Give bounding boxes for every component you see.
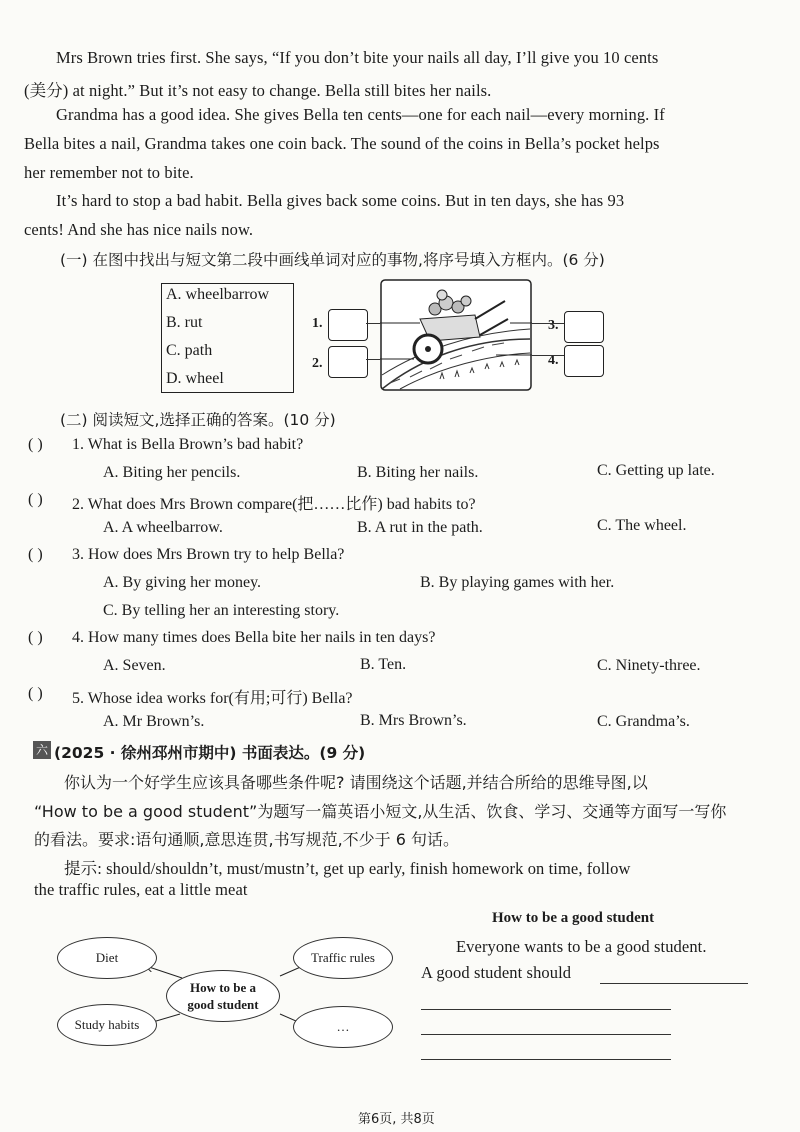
hint-line: the traffic rules, eat a little meat: [34, 880, 248, 899]
writing-line[interactable]: [421, 1034, 671, 1035]
hint-line: 提示: should/shouldn’t, must/mustn’t, get up early, finish homework on time, follow: [64, 859, 631, 878]
option-2c: C. The wheel.: [597, 517, 687, 534]
section6-desc: 你认为一个好学生应该具备哪些条件呢? 请围绕这个话题,并结合所给的思维导图,以: [64, 773, 648, 792]
word-option-d: D. wheel: [166, 370, 224, 387]
mindmap-more-label: …: [336, 1019, 350, 1034]
question-1: 1. What is Bella Brown’s bad habit?: [72, 436, 304, 453]
option-3b: B. By playing games with her.: [420, 574, 615, 591]
option-5c: C. Grandma’s.: [597, 713, 690, 730]
essay-title: How to be a good student: [492, 910, 655, 926]
section-badge: 六: [33, 741, 51, 759]
connector-4: [532, 355, 564, 356]
passage-line: cents! And she has nice nails now.: [24, 220, 254, 239]
option-1b: B. Biting her nails.: [357, 464, 479, 481]
section6-desc: 的看法。要求:语句通顺,意思连贯,书写规范,不少于 6 句话。: [34, 830, 460, 849]
part1-instruction: (一) 在图中找出与短文第二段中画线单词对应的事物,将序号填入方框内。(6 分): [60, 251, 605, 269]
option-1c: C. Getting up late.: [597, 462, 715, 479]
label-1: 1.: [312, 316, 323, 331]
writing-line[interactable]: [421, 1059, 671, 1060]
mindmap-center-label: How to be a good student: [187, 980, 259, 1012]
mindmap-diet-label: Diet: [95, 950, 119, 965]
answer-paren-2[interactable]: ( ): [28, 491, 43, 508]
answer-paren-5[interactable]: ( ): [28, 685, 43, 702]
word-list-box: [161, 283, 294, 393]
option-2b: B. A rut in the path.: [357, 519, 483, 536]
option-1a: A. Biting her pencils.: [103, 464, 241, 481]
word-option-a: A. wheelbarrow: [166, 286, 270, 303]
page-number: 第6页, 共8页: [358, 1112, 435, 1127]
mindmap-center: [166, 970, 280, 1022]
answer-box-4[interactable]: [564, 345, 604, 377]
passage-line: Grandma has a good idea. She gives Bella ten cents—one for each nail—every morning. If: [56, 105, 665, 124]
label-4: 4.: [548, 353, 559, 368]
answer-box-3[interactable]: [564, 311, 604, 343]
passage-line: (美分) at night.” But it’s not easy to change. Bella still bites her nails.: [24, 81, 492, 100]
label-3: 3.: [548, 318, 559, 333]
option-4c: C. Ninety-three.: [597, 657, 701, 674]
word-option-b: B. rut: [166, 314, 203, 331]
connector-3: [532, 323, 564, 324]
option-5a: A. Mr Brown’s.: [103, 713, 205, 730]
mindmap-diet: [57, 937, 157, 979]
question-2: 2. What does Mrs Brown compare(把……比作) bad habits to?: [72, 496, 476, 513]
option-5b: B. Mrs Brown’s.: [360, 712, 467, 729]
section6-desc: “How to be a good student”为题写一篇英语小短文,从生活、饮食、学习、交通等方面写一写你: [34, 802, 727, 821]
answer-box-1[interactable]: [328, 309, 368, 341]
option-4b: B. Ten.: [360, 656, 407, 673]
essay-line-2: A good student should: [421, 963, 572, 982]
passage-line: Mrs Brown tries first. She says, “If you don’t bite your nails all day, I’ll give you 10 cents: [56, 48, 659, 67]
option-3a: A. By giving her money.: [103, 574, 262, 591]
section6-heading: (2025 · 徐州邳州市期中) 书面表达。(9 分): [54, 744, 366, 762]
answer-paren-3[interactable]: ( ): [28, 546, 43, 563]
passage-line: her remember not to bite.: [24, 163, 194, 182]
mindmap-more: [293, 1006, 393, 1048]
mindmap-traffic: [293, 937, 393, 979]
question-3: 3. How does Mrs Brown try to help Bella?: [72, 546, 345, 563]
mindmap-traffic-label: Traffic rules: [311, 950, 375, 965]
option-3c: C. By telling her an interesting story.: [103, 602, 340, 619]
passage-line: Bella bites a nail, Grandma takes one coin back. The sound of the coins in Bella’s pocket helps: [24, 134, 660, 153]
question-4: 4. How many times does Bella bite her nails in ten days?: [72, 629, 436, 646]
connector-2: [366, 359, 380, 360]
label-2: 2.: [312, 356, 323, 371]
word-option-c: C. path: [166, 342, 213, 359]
wheelbarrow-picture: [380, 279, 532, 391]
question-5: 5. Whose idea works for(有用;可行) Bella?: [72, 690, 353, 707]
mindmap-study-label: Study habits: [74, 1017, 140, 1032]
essay-line-1: Everyone wants to be a good student.: [456, 937, 707, 956]
option-2a: A. A wheelbarrow.: [103, 519, 223, 536]
option-4a: A. Seven.: [103, 657, 166, 674]
answer-box-2[interactable]: [328, 346, 368, 378]
passage-line: It’s hard to stop a bad habit. Bella gives back some coins. But in ten days, she has 93: [56, 191, 625, 210]
answer-paren-4[interactable]: ( ): [28, 629, 43, 646]
connector-1: [366, 323, 380, 324]
writing-line[interactable]: [421, 1009, 671, 1010]
part2-instruction: (二) 阅读短文,选择正确的答案。(10 分): [60, 411, 336, 429]
answer-paren-1[interactable]: ( ): [28, 436, 43, 453]
writing-line[interactable]: [600, 983, 748, 984]
mindmap-study: [57, 1004, 157, 1046]
